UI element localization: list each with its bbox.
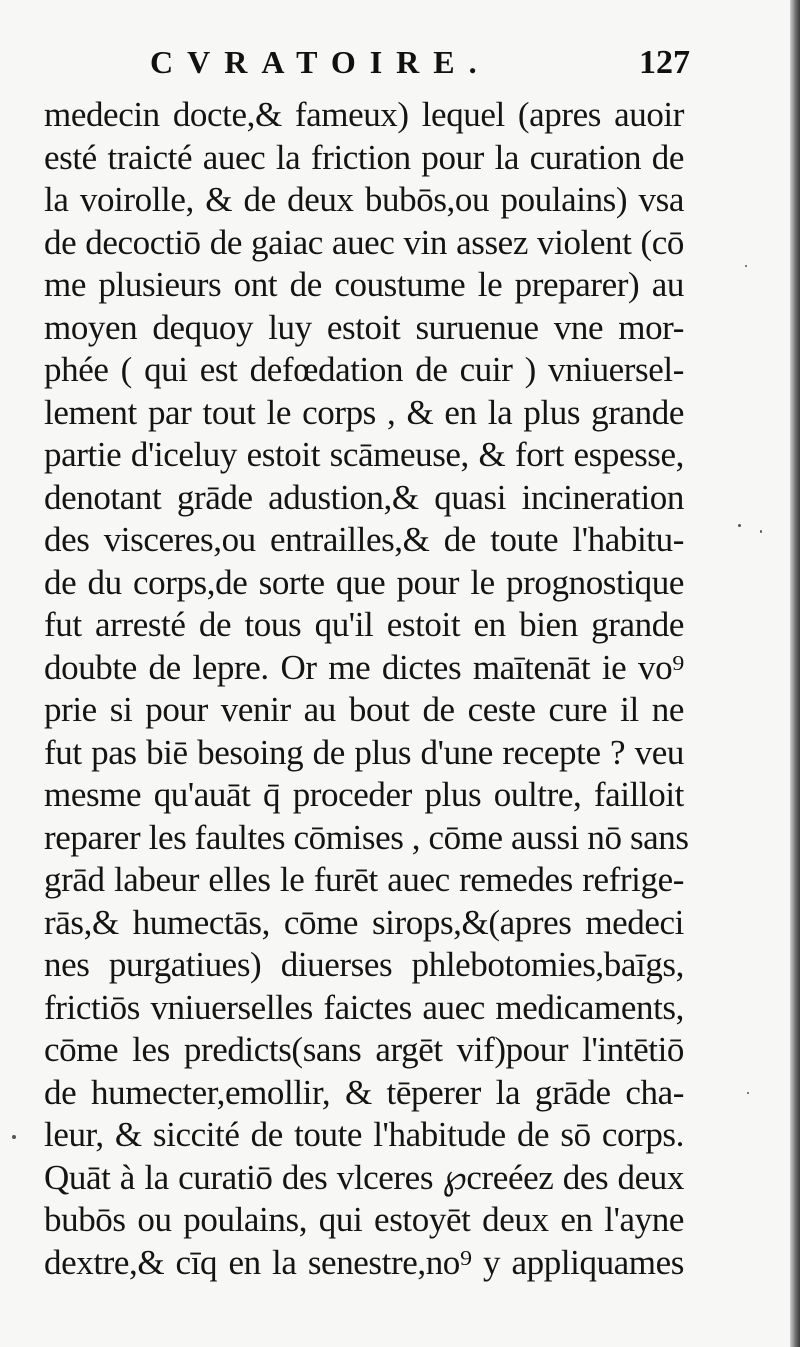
text-line: bubōs ou poulains, qui estoyēt deux en l'ayne [44, 1200, 684, 1239]
text-line: leur, & siccité de toute l'habitude de sō corps. [44, 1115, 684, 1154]
page-header [40, 44, 690, 94]
text-line: de decoctiō de gaiac auec vin assez violent (cō [44, 222, 684, 262]
scan-speck [12, 1135, 16, 1139]
text-line: nes purgatiues) diuerses phlebotomies,baīgs, [44, 945, 684, 984]
text-line: me plusieurs ont de coustume le preparer) au [44, 265, 684, 304]
page-number: 127 [639, 44, 690, 81]
text-line: la voirolle, & de deux bubōs,ou poulains) vsa [44, 180, 684, 219]
text-line: de du corps,de sorte que pour le prognostique [44, 562, 684, 602]
text-line: fut pas biē besoing de plus d'une recepte ? veu [44, 732, 684, 772]
text-line: moyen dequoy luy estoit suruenue vne mor- [44, 307, 684, 347]
text-line: de humecter,emollir, & tēperer la grāde cha- [44, 1072, 684, 1112]
text-line: doubte de lepre. Or me dictes maītenāt ie vo⁹ [44, 647, 684, 687]
text-line: mesme qu'auāt q̄ proceder plus oultre, failloit [44, 775, 684, 814]
text-line: prie si pour venir au bout de ceste cure il ne [44, 690, 684, 729]
text-line: cōme les predicts(sans argēt vif)pour l'intētiō [44, 1030, 684, 1069]
text-line: reparer les faultes cōmises , cōme aussi nō sans [44, 817, 689, 857]
text-line: dextre,& cīq en la senestre,no⁹ y appliquames [44, 1242, 684, 1282]
scan-speck [760, 530, 762, 533]
text-line: lement par tout le corps , & en la plus grande [44, 392, 684, 432]
text-line: partie d'iceluy estoit scāmeuse, & fort espesse, [44, 435, 684, 474]
text-line: grād labeur elles le furēt auec remedes refrige- [44, 860, 684, 899]
text-line: des visceres,ou entrailles,& de toute l'habitu- [44, 520, 684, 559]
text-line: denotant grāde adustion,& quasi incineration [44, 477, 684, 517]
body-text [44, 94, 689, 1284]
text-line: phée ( qui est defœdation de cuir ) vniuersel- [44, 350, 684, 389]
page-edge-shadow [790, 0, 800, 1347]
scan-speck [745, 265, 747, 267]
running-head: CVRATOIRE. [150, 44, 491, 80]
text-line: esté traicté auec la friction pour la curation de [44, 137, 684, 177]
text-line: fut arresté de tous qu'il estoit en bien grande [44, 605, 684, 644]
text-line: frictiōs vniuerselles faictes auec medicaments, [44, 987, 684, 1027]
text-line: Quāt à la curatiō des vlceres ℘creéez des deux [44, 1157, 684, 1197]
scan-speck [738, 524, 741, 527]
scan-speck [747, 1092, 749, 1094]
text-line: medecin docte,& fameux) lequel (apres auoir [44, 95, 684, 134]
text-line: rās,& humectās, cōme sirops,&(apres medeci [44, 902, 684, 942]
